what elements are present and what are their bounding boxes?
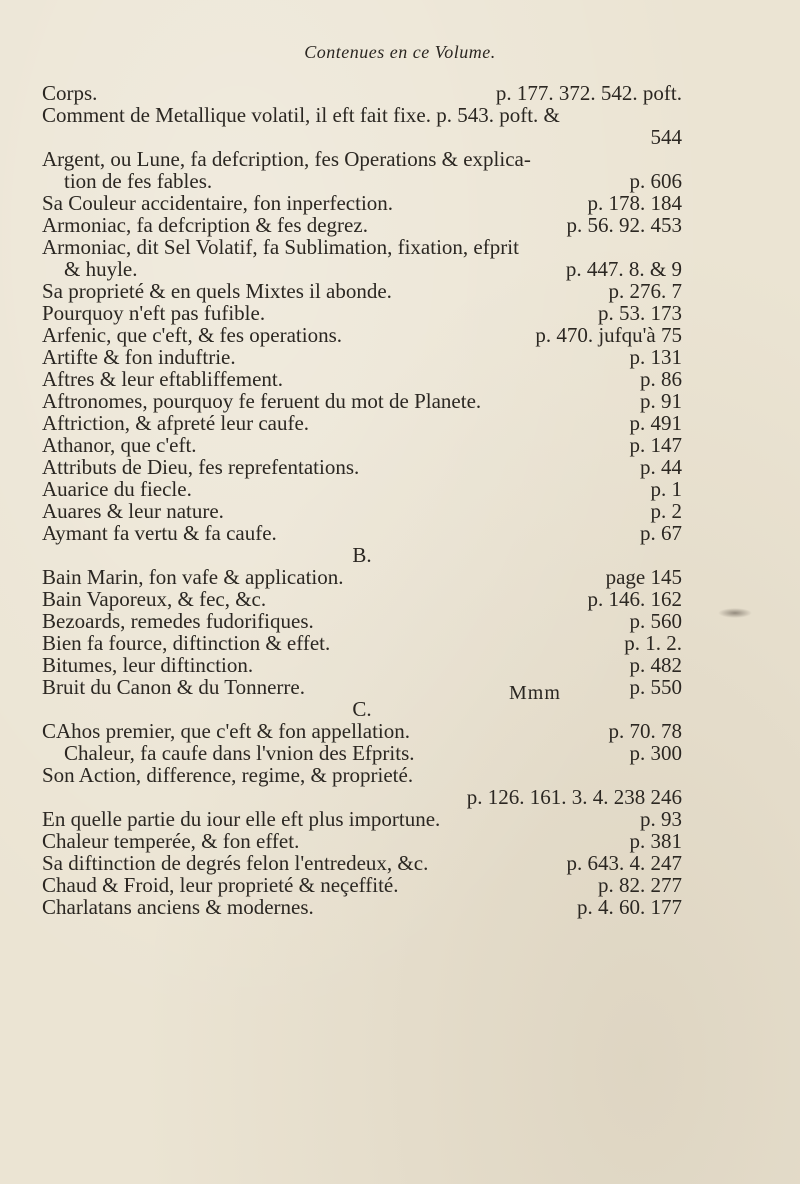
entry-pages: p. 550 <box>629 675 682 699</box>
entry-text: Bain Vaporeux, & fec, &c. <box>42 587 267 611</box>
entry-text: Chaud & Froid, leur proprieté & neçeffité. <box>42 873 399 897</box>
index-entry <box>42 346 682 368</box>
entry-pages: p. 381 <box>629 829 682 853</box>
entry-pages: p. 67 <box>640 521 682 545</box>
index-entry <box>42 126 682 148</box>
entry-pages: p. 82. 277 <box>598 873 682 897</box>
entry-text: Argent, ou Lune, fa defcription, fes Operations & explica- <box>42 147 531 171</box>
entry-pages: page 145 <box>605 565 682 589</box>
index-entry <box>42 896 682 918</box>
entry-pages: p. 53. 173 <box>598 301 682 325</box>
entry-text: tion de fes fables. <box>64 169 213 193</box>
entry-pages: p. 44 <box>640 455 682 479</box>
entry-pages: p. 146. 162 <box>587 587 682 611</box>
entry-text: Pourquoy n'eft pas fufible. <box>42 301 266 325</box>
entry-text: Aftres & leur eftabliffement. <box>42 367 284 391</box>
index-entry <box>42 478 682 500</box>
index-entry <box>42 676 682 698</box>
entry-text: Auarice du fiecle. <box>42 477 192 501</box>
index-entry <box>42 258 682 280</box>
index-entry <box>42 720 682 742</box>
entry-pages: p. 276. 7 <box>608 279 682 303</box>
entry-pages: p. 482 <box>629 653 682 677</box>
entry-pages: p. 470. jufqu'à 75 <box>535 323 682 347</box>
index-list <box>42 82 682 918</box>
entry-pages: p. 178. 184 <box>587 191 682 215</box>
index-entry <box>42 786 682 808</box>
entry-pages: p. 147 <box>629 433 682 457</box>
section-letter: C. <box>352 697 372 721</box>
index-entry <box>42 500 682 522</box>
index-entry <box>42 742 682 764</box>
entry-pages: p. 70. 78 <box>608 719 682 743</box>
index-entry <box>42 830 682 852</box>
index-entry <box>42 324 682 346</box>
entry-pages: p. 447. 8. & 9 <box>565 257 682 281</box>
entry-text: Bezoards, remedes fudorifiques. <box>42 609 314 633</box>
index-entry <box>42 852 682 874</box>
ink-blot <box>718 608 752 618</box>
entry-pages: p. 56. 92. 453 <box>566 213 682 237</box>
entry-text: Sa proprieté & en quels Mixtes il abonde. <box>42 279 392 303</box>
entry-pages: p. 91 <box>640 389 682 413</box>
index-entry <box>42 390 682 412</box>
index-entry <box>42 368 682 390</box>
index-entry <box>42 302 682 324</box>
index-entry <box>42 104 682 126</box>
index-entry <box>42 280 682 302</box>
entry-pages: p. 93 <box>640 807 682 831</box>
index-entry <box>42 236 682 258</box>
entry-text: Son Action, difference, regime, & proprieté. <box>42 763 414 787</box>
index-entry <box>42 566 682 588</box>
index-entry <box>42 522 682 544</box>
entry-pages: 544 <box>650 125 682 149</box>
entry-pages: p. 300 <box>629 741 682 765</box>
entry-pages: p. 1 <box>650 477 682 501</box>
entry-text: Auares & leur nature. <box>42 499 224 523</box>
entry-pages: p. 2 <box>650 499 682 523</box>
entry-text: Bitumes, leur diftinction. <box>42 653 254 677</box>
entry-pages: p. 560 <box>629 609 682 633</box>
index-entry <box>42 456 682 478</box>
index-entry <box>42 610 682 632</box>
entry-text: Aymant fa vertu & fa caufe. <box>42 521 277 545</box>
entry-text: Comment de Metallique volatil, il eft fait fixe. p. 543. poft. & <box>42 103 560 127</box>
entry-pages: p. 1. 2. <box>624 631 682 655</box>
entry-text: Charlatans anciens & modernes. <box>42 895 314 919</box>
entry-pages: p. 606 <box>629 169 682 193</box>
entry-text: Armoniac, fa defcription & fes degrez. <box>42 213 368 237</box>
index-entry <box>42 170 682 192</box>
entry-text: Corps. <box>42 81 98 105</box>
entry-text: Chaleur, fa caufe dans l'vnion des Efprits. <box>64 741 415 765</box>
entry-pages: p. 4. 60. 177 <box>577 895 682 919</box>
entry-pages: p. 491 <box>629 411 682 435</box>
index-entry <box>42 214 682 236</box>
entry-text: Arfenic, que c'eft, & fes operations. <box>42 323 342 347</box>
entry-text: Bien fa fource, diftinction & effet. <box>42 631 331 655</box>
entry-pages: p. 177. 372. 542. poft. <box>495 81 682 105</box>
entry-text: Aftronomes, pourquoy fe feruent du mot de Planete. <box>42 389 482 413</box>
entry-text: Sa Couleur accidentaire, fon inperfection. <box>42 191 394 215</box>
section-letter: B. <box>352 543 372 567</box>
index-entry <box>42 632 682 654</box>
index-entry <box>42 82 682 104</box>
entry-pages: p. 131 <box>629 345 682 369</box>
entry-pages: p. 643. 4. 247 <box>566 851 682 875</box>
entry-text: Aftriction, & afpreté leur caufe. <box>42 411 310 435</box>
entry-text: Attributs de Dieu, fes reprefentations. <box>42 455 360 479</box>
index-entry <box>42 654 682 676</box>
entry-pages: p. 86 <box>640 367 682 391</box>
index-entry <box>42 808 682 830</box>
entry-text: & huyle. <box>64 257 138 281</box>
index-entry <box>42 588 682 610</box>
entry-text: Bain Marin, fon vafe & application. <box>42 565 344 589</box>
entry-text: Chaleur temperée, & fon effet. <box>42 829 300 853</box>
index-entry <box>42 192 682 214</box>
index-entry <box>42 434 682 456</box>
entry-text: Athanor, que c'eft. <box>42 433 197 457</box>
index-entry <box>42 874 682 896</box>
index-entry <box>42 764 682 786</box>
index-entry <box>42 148 682 170</box>
entry-text: Bruit du Canon & du Tonnerre. <box>42 675 305 699</box>
entry-text: Armoniac, dit Sel Volatif, fa Sublimation, fixation, efprit <box>42 235 519 259</box>
entry-pages: p. 126. 161. 3. 4. 238 246 <box>466 785 682 809</box>
entry-text: En quelle partie du iour elle eft plus importune. <box>42 807 441 831</box>
entry-text: CAhos premier, que c'eft & fon appellation. <box>42 719 411 743</box>
signature-mark: Mmm <box>509 682 561 704</box>
entry-text: Artifte & fon induftrie. <box>42 345 236 369</box>
entry-text: Sa diftinction de degrés felon l'entredeux, &c. <box>42 851 429 875</box>
running-head: Contenues en ce Volume. <box>304 42 496 62</box>
index-entry <box>42 412 682 434</box>
